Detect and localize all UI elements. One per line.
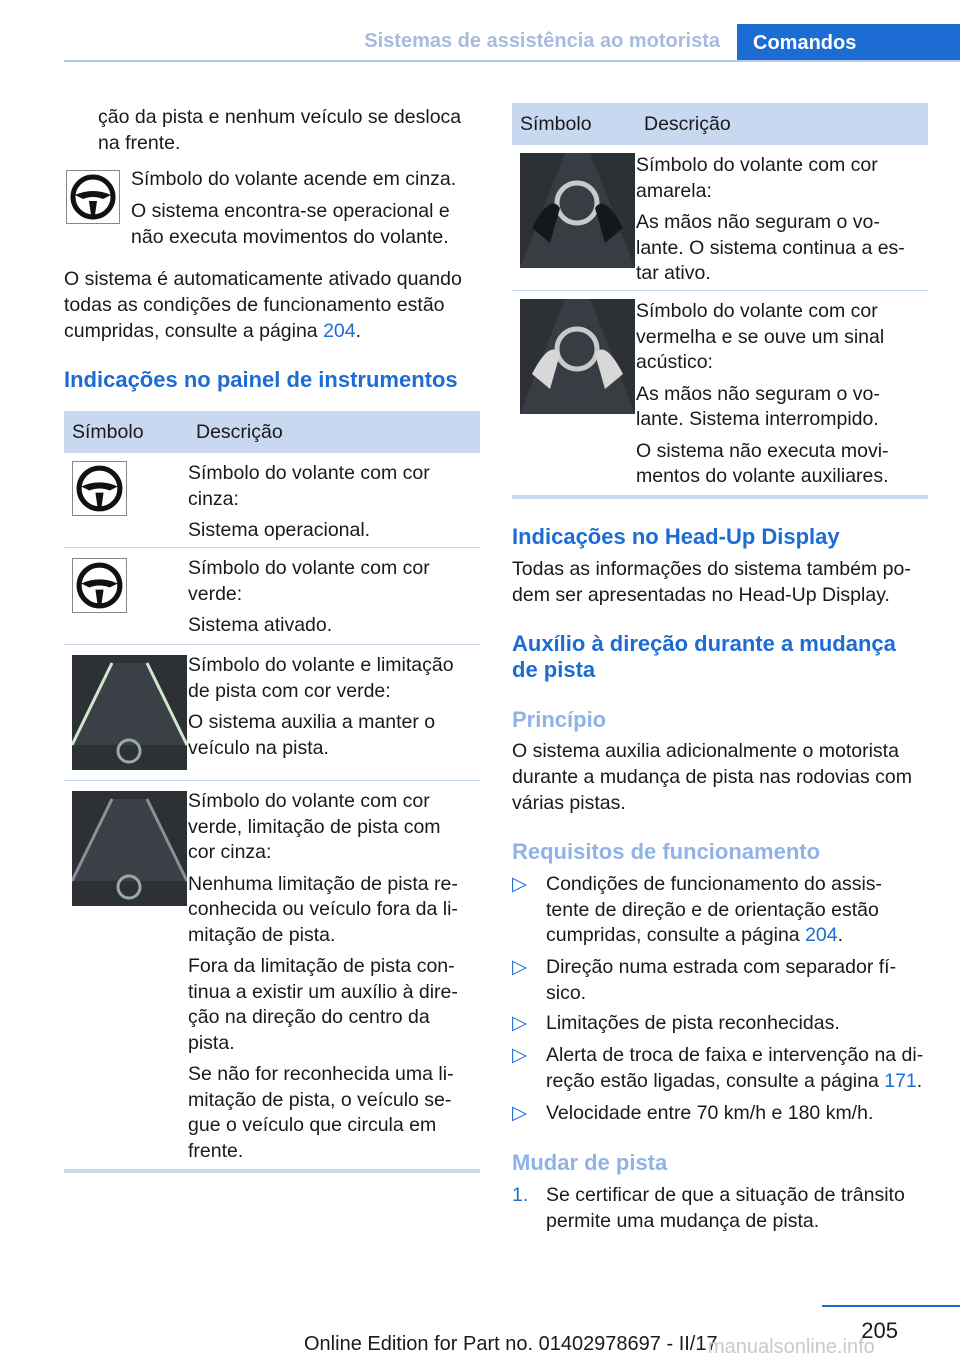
- steering-wheel-grey-icon: [66, 170, 120, 224]
- page-number-rule: [822, 1305, 960, 1307]
- hands-red-image: [520, 299, 635, 414]
- bullet-triangle-icon: ▷: [512, 956, 527, 978]
- heading-requirements: Requisitos de funcionamento: [512, 839, 821, 864]
- page-header: [0, 0, 960, 62]
- lane-green-image: [72, 655, 187, 770]
- header-rule: [64, 60, 960, 62]
- steering-wheel-green-icon: [72, 558, 127, 613]
- heading-head-up-display: Indicações no Head-Up Display: [512, 524, 840, 549]
- page-number: 205: [861, 1318, 898, 1343]
- table-row: [64, 548, 480, 645]
- heading-principle: Princípio: [512, 707, 607, 732]
- row-description: Símbolo do volante com cor verde: Sistema ativado.: [188, 557, 430, 636]
- lane-grey-image: [72, 791, 187, 906]
- table-end-rule: [512, 495, 928, 499]
- page-link-204[interactable]: 204: [805, 924, 838, 946]
- table-row: [64, 781, 480, 1169]
- heading-lane-change-assistant: Auxílio à direção durante a mudança de pista: [512, 631, 896, 682]
- row-description: Símbolo do volante com cor verde, limitação de pista com cor cinza: Nenhuma limitação de pista re- conhecida ou veículo fora da li- mitação de pista. Fora da limitação de pista con- tinua a existir um auxílio à dire- ção na direção do centro da pista. Se não for reconhecida uma li- mitação de pista, o veículo se- gue o veículo que circula em frente.: [188, 790, 458, 1162]
- heading-change-lane: Mudar de pista: [512, 1150, 668, 1175]
- table-row: [512, 145, 928, 291]
- hands-yellow-image: [520, 153, 635, 268]
- table-row: [64, 645, 480, 781]
- page-link-171[interactable]: 171: [884, 1069, 917, 1092]
- row-description: Símbolo do volante com cor amarela: As mãos não seguram o vo- lante. O sistema continua a es- tar ativo.: [636, 154, 905, 284]
- bullet-triangle-icon: ▷: [512, 1012, 527, 1034]
- edition-footer: Online Edition for Part no. 01402978697 - II/17: [304, 1333, 718, 1355]
- grey-symbol-note: Símbolo do volante acende em cinza.: [131, 168, 457, 190]
- watermark: manualsonline.info: [708, 1336, 875, 1358]
- table-row: [512, 291, 928, 495]
- auto-activation-text: O sistema é automaticamente ativado quando todas as condições de funcionamento estão cumpridas, consulte a página 204.: [64, 268, 462, 342]
- steering-wheel-grey-icon: [72, 461, 127, 516]
- bullet-triangle-icon: ▷: [512, 1044, 527, 1066]
- row-description: Símbolo do volante com cor vermelha e se ouve um sinal acústico: As mãos não seguram o vo- lante. Sistema interrompido. O sistema não executa movi- mentos do volante auxiliares.: [636, 300, 889, 487]
- bullet-triangle-icon: ▷: [512, 873, 527, 895]
- row-description: Símbolo do volante e limitação de pista com cor verde: O sistema auxilia a manter o veículo na pista.: [188, 654, 454, 759]
- col-symbol: Símbolo: [520, 113, 592, 135]
- table-header: [64, 411, 480, 453]
- hands-off-symbols-table: [512, 103, 928, 499]
- table-header: [512, 103, 928, 145]
- row-description: Símbolo do volante com cor cinza: Sistema operacional.: [188, 462, 430, 541]
- heading-instrument-panel: Indicações no painel de instrumentos: [64, 367, 458, 392]
- step-number: 1.: [512, 1184, 529, 1206]
- chapter-tab[interactable]: Comandos: [737, 24, 960, 62]
- col-symbol: Símbolo: [72, 421, 144, 443]
- col-description: Descrição: [196, 421, 283, 443]
- section-title: Sistemas de assistência ao motorista: [364, 30, 720, 52]
- table-row: [64, 453, 480, 548]
- grey-symbol-note-desc: O sistema encontra-se operacional e não executa movimentos do volante.: [131, 200, 450, 248]
- instrument-symbols-table: [64, 411, 480, 1173]
- col-description: Descrição: [644, 113, 731, 135]
- hud-text: Todas as informações do sistema também po- dem ser apresentadas no Head-Up Display.: [512, 558, 911, 606]
- bullet-triangle-icon: ▷: [512, 1102, 527, 1124]
- principle-text: O sistema auxilia adicionalmente o motorista durante a mudança de pista nas rodovias com várias pistas.: [512, 740, 912, 814]
- page-link-204[interactable]: 204: [323, 320, 356, 342]
- intro-continuation: ção da pista e nenhum veículo se desloca na frente.: [98, 106, 462, 154]
